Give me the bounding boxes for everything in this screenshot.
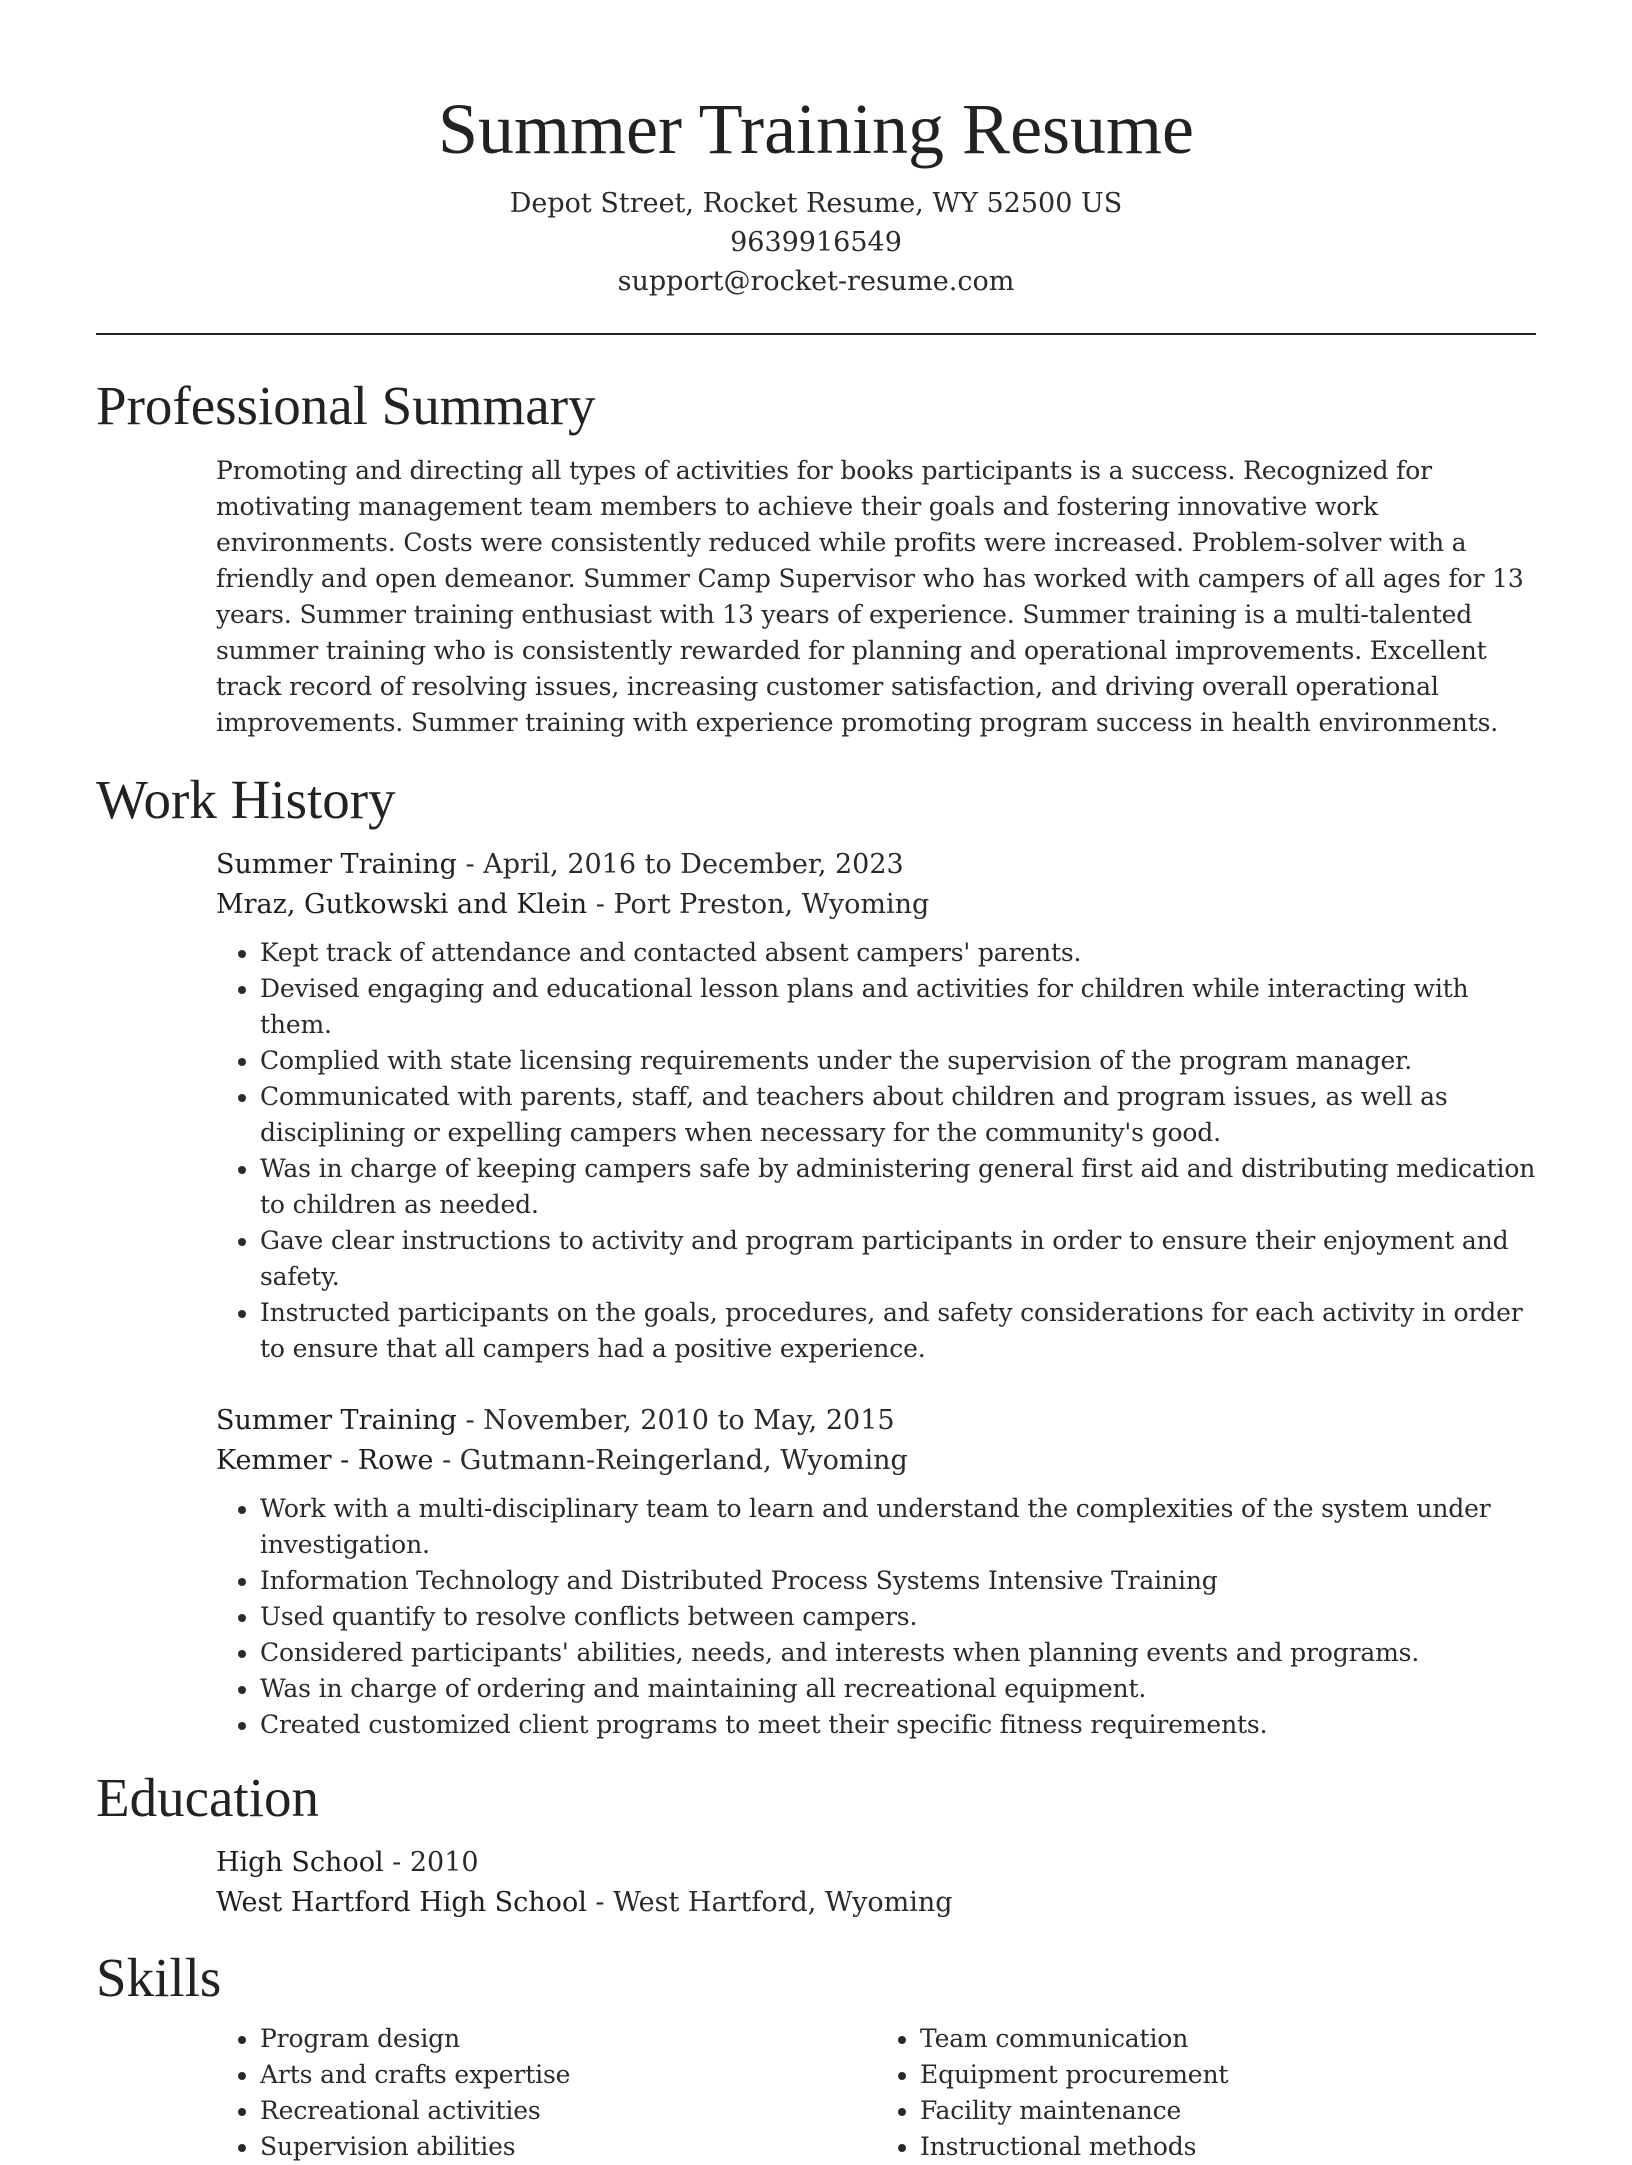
job-duty: • Work with a multi-disciplinary team to learn and understand the complexities of the system under investigation. (260, 1491, 1536, 1563)
skill-item: • Facility maintenance (920, 2093, 1536, 2129)
education-heading: Education (96, 1767, 319, 1828)
job-company-line (216, 1441, 1536, 1481)
job-title-line (216, 845, 1536, 885)
skill-item: • Team communication (920, 2021, 1536, 2057)
education-degree: High School (216, 1847, 384, 1878)
job-dates: - April, 2016 to December, 2023 (456, 849, 904, 880)
education-location: - West Hartford, Wyoming (586, 1887, 953, 1918)
job-title-line (216, 1401, 1536, 1441)
skill-item: • Supervision abilities (260, 2129, 876, 2165)
resume-page (96, 0, 1536, 2165)
job-duty: • Kept track of attendance and contacted absent campers' parents. (260, 935, 1536, 971)
job-duties-list (216, 935, 1536, 1367)
job-company-line (216, 885, 1536, 925)
job-entry (216, 845, 1536, 1367)
education-school: West Hartford High School (216, 1887, 587, 1918)
skills-list-left (216, 2021, 876, 2165)
contact-phone: 9639916549 (730, 227, 902, 258)
skills-columns (216, 2021, 1536, 2165)
skills-heading: Skills (96, 1947, 222, 2008)
job-duty: • Was in charge of keeping campers safe by administering general first aid and distributing medication to children as needed. (260, 1151, 1536, 1223)
job-location: - Port Preston, Wyoming (587, 889, 930, 920)
education-school-line (216, 1883, 1536, 1923)
job-duty: • Was in charge of ordering and maintaining all recreational equipment. (260, 1671, 1536, 1707)
contact-block (96, 184, 1536, 301)
job-duty: • Created customized client programs to meet their specific fitness requirements. (260, 1707, 1536, 1743)
job-location: - Gutmann-Reingerland, Wyoming (433, 1445, 908, 1476)
job-duty: • Used quantify to resolve conflicts between campers. (260, 1599, 1536, 1635)
education-degree-line (216, 1843, 1536, 1883)
job-duty: • Communicated with parents, staff, and teachers about children and program issues, as well as disciplining or expelling campers when necessary for the community's good. (260, 1079, 1536, 1151)
job-duty: • Gave clear instructions to activity and program participants in order to ensure their enjoyment and safety. (260, 1223, 1536, 1295)
job-position: Summer Training (216, 849, 457, 880)
job-duty: • Information Technology and Distributed Process Systems Intensive Training (260, 1563, 1536, 1599)
skill-item: • Program design (260, 2021, 876, 2057)
education-year: - 2010 (383, 1847, 479, 1878)
work-history-body (216, 845, 1536, 1743)
job-duty: • Complied with state licensing requirements under the supervision of the program manager. (260, 1043, 1536, 1079)
job-duty: • Considered participants' abilities, needs, and interests when planning events and programs. (260, 1635, 1536, 1671)
job-company: Kemmer - Rowe (216, 1445, 434, 1476)
skills-body (216, 2021, 1536, 2165)
contact-address: Depot Street, Rocket Resume, WY 52500 US (509, 188, 1123, 219)
skills-list-right (876, 2021, 1536, 2165)
job-duty: • Instructed participants on the goals, procedures, and safety considerations for each activity in order to ensure that all campers had a positive experience. (260, 1295, 1536, 1367)
skill-item: • Instructional methods (920, 2129, 1536, 2165)
job-dates: - November, 2010 to May, 2015 (456, 1405, 895, 1436)
summary-text: Promoting and directing all types of activities for books participants is a success. Recognized for motivating management team members to achieve their goals and fostering innovative work environments. Costs were consistently reduced while profits were increased. Problem-solver with a friendly and open demeanor. Summer Camp Supervisor who has worked with campers of all ages for 13 years. Summer training enthusiast with 13 years of experience. Summer training is a multi-talented summer training who is consistently rewarded for planning and operational improvements. Excellent track record of resolving issues, increasing customer satisfaction, and driving overall operational improvements. Summer training with experience promoting program success in health environments. (216, 456, 1524, 737)
job-duty: • Devised engaging and educational lesson plans and activities for children while interacting with them. (260, 971, 1536, 1043)
job-entry (216, 1401, 1536, 1743)
skill-item: • Arts and crafts expertise (260, 2057, 876, 2093)
resume-title: Summer Training Resume (437, 89, 1195, 169)
summary-heading: Professional Summary (96, 375, 596, 436)
summary-body (216, 453, 1536, 741)
work-history-heading: Work History (96, 769, 396, 830)
resume-header (96, 0, 1536, 301)
job-company: Mraz, Gutkowski and Klein (216, 889, 588, 920)
contact-email: support@rocket-resume.com (617, 266, 1015, 297)
job-duties-list (216, 1491, 1536, 1743)
education-body (216, 1843, 1536, 1923)
job-position: Summer Training (216, 1405, 457, 1436)
skill-item: • Equipment procurement (920, 2057, 1536, 2093)
header-divider (96, 333, 1536, 335)
skill-item: • Recreational activities (260, 2093, 876, 2129)
